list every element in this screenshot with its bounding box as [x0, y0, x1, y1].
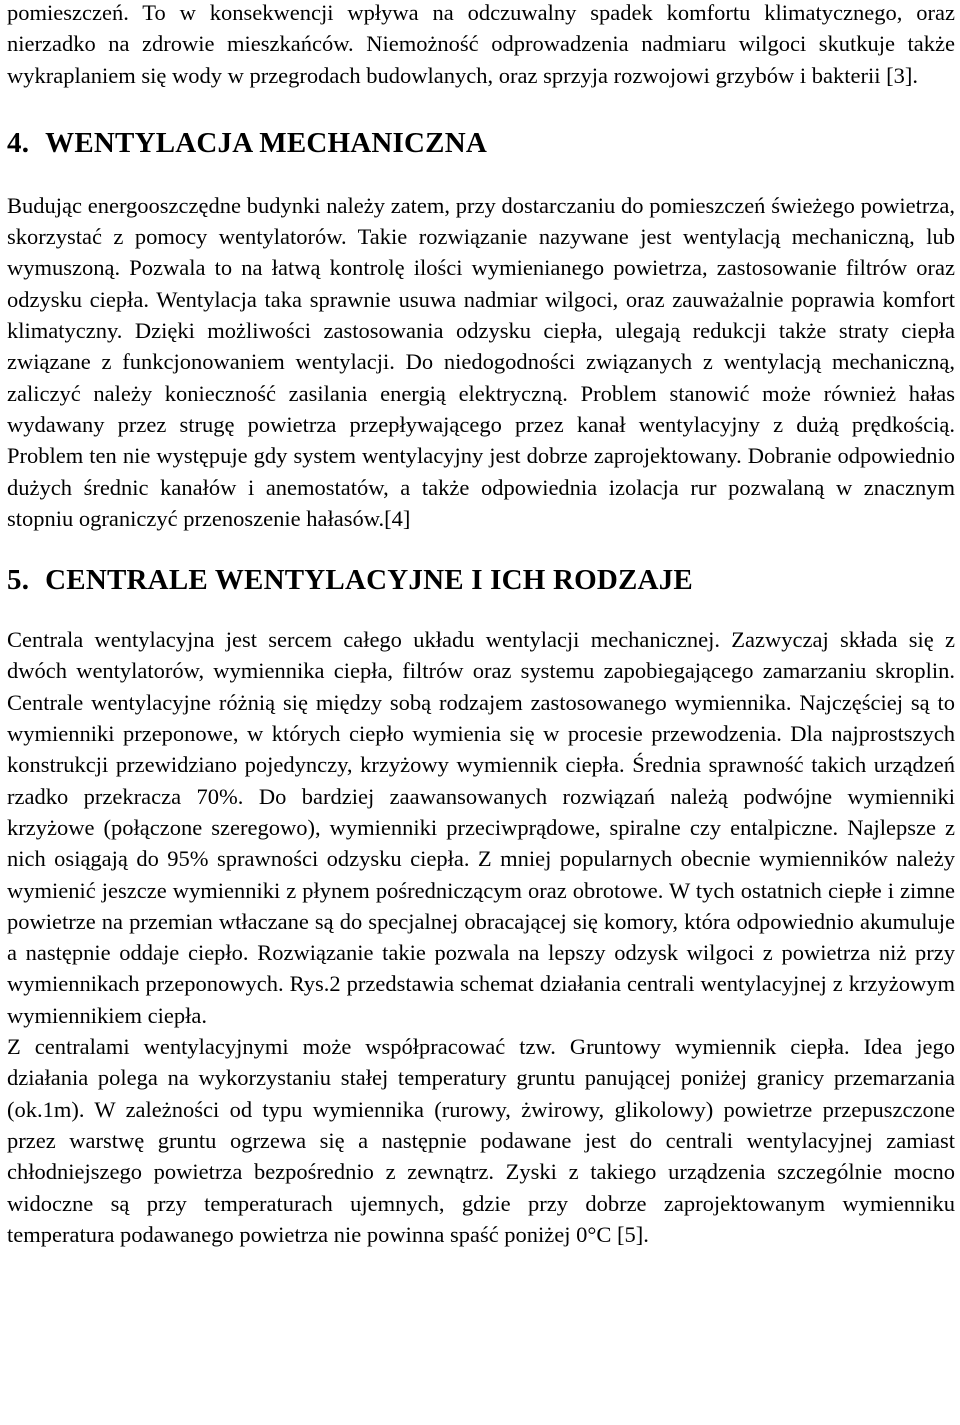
- section-5-paragraph-2: Z centralami wentylacyjnymi może współpracować tzw. Gruntowy wymiennik ciepła. Idea jego działania polega na wykorzystaniu stałej temperatury gruntu panującej poniżej granicy przemarzania (ok.1m). W zależności od typu wymiennika (rurowy, żwirowy, glikolowy) powietrze przepuszczone przez warstwę gruntu ogrzewa się a następnie podawane jest do centrali wentylacyjnej zamiast chłodniejszego powietrza bezpośrednio z zewnątrz. Zyski z takiego urządzenia szczególnie mocno widoczne są przy temperaturach ujemnych, gdzie przy dobrze zaprojektowanym wymienniku temperatura podawanego powietrza nie powinna spaść poniżej 0°C [5].: [7, 1034, 955, 1247]
- section-4-paragraph: Budując energooszczędne budynki należy zatem, przy dostarczaniu do pomieszczeń świeżego powietrza, skorzystać z pomocy wentylatorów. Takie rozwiązanie nazywane jest wentylacją mechaniczną, lub wymuszoną. Pozwala to na łatwą kontrolę ilości wymienianego powietrza, zastosowanie filtrów oraz odzysku ciepła. Wentylacja taka sprawnie usuwa nadmiar wilgoci, oraz zauważalnie poprawia komfort klimatyczny. Dzięki możliwości zastosowania odzysku ciepła, ulegają redukcji także straty ciepła związane z funkcjonowaniem wentylacji. Do niedogodności związanych z wentylacją mechaniczną, zaliczyć należy konieczność zasilania energią elektryczną. Problem stanowić może również hałas wydawany przez strugę powietrza przepływającego przez kanał wentylacyjny z dużą prędkością. Problem ten nie występuje gdy system wentylacyjny jest dobrze zaprojektowany. Dobranie odpowiednio dużych średnic kanałów i anemostatów, a także odpowiednia izolacja rur pozwalaną w znacznym stopniu ograniczyć przenoszenie hałasów.[4]: [7, 192, 955, 531]
- section-4-title: WENTYLACJA MECHANICZNA: [45, 126, 488, 159]
- document-page: [7, 0, 955, 1250]
- intro-paragraph: pomieszczeń. To w konsekwencji wpływa na odczuwalny spadek komfortu klimatycznego, oraz nierzadko na zdrowie mieszkańców. Niemożność odprowadzenia nadmiaru wilgoci skutkuje także wykraplaniem się wody w przegrodach budowlanych, oraz sprzyja rozwojowi grzybów i bakterii [3].: [7, 0, 955, 88]
- section-5-paragraph-1: Centrala wentylacyjna jest sercem całego układu wentylacji mechanicznej. Zazwyczaj składa się z dwóch wentylatorów, wymiennika ciepła, filtrów oraz systemu zapobiegającego zamarzaniu skroplin. Centrale wentylacyjne różnią się między sobą rodzajem zastosowanego wymiennika. Najczęściej są to wymienniki przeponowe, w których ciepło wymienia się w procesie przewodzenia. Dla najprostszych konstrukcji przewidziano pojedynczy, krzyżowy wymiennik ciepła. Średnia sprawność takich urządzeń rzadko przekracza 70%. Do bardziej zaawansowanych rozwiązań należą podwójne wymienniki krzyżowe (połączone szeregowo), wymienniki przeciwprądowe, spiralne czy entalpiczne. Najlepsze z nich osiągają do 95% sprawności odzysku ciepła. Z mniej popularnych obecnie wymienników należy wymienić jeszcze wymienniki z płynem pośredniczącym oraz obrotowe. W tych ostatnich ciepłe i zimne powietrze na przemian wtłaczane są do specjalnej obracającej się komory, która odpowiednio akumuluje a następnie oddaje ciepło. Rozwiązanie takie pozwala na lepszy odzysk wilgoci z powietrza niż przy wymiennikach przeponowych. Rys.2 przedstawia schemat działania centrali wentylacyjnej z krzyżowym wymiennikiem ciepła.: [7, 627, 955, 1028]
- section-5-heading: [7, 562, 955, 598]
- section-5-title: CENTRALE WENTYLACYJNE I ICH RODZAJE: [45, 564, 693, 597]
- section-5-number: 5.: [7, 564, 30, 597]
- section-4-number: 4.: [7, 126, 30, 159]
- section-4-heading: [7, 125, 955, 161]
